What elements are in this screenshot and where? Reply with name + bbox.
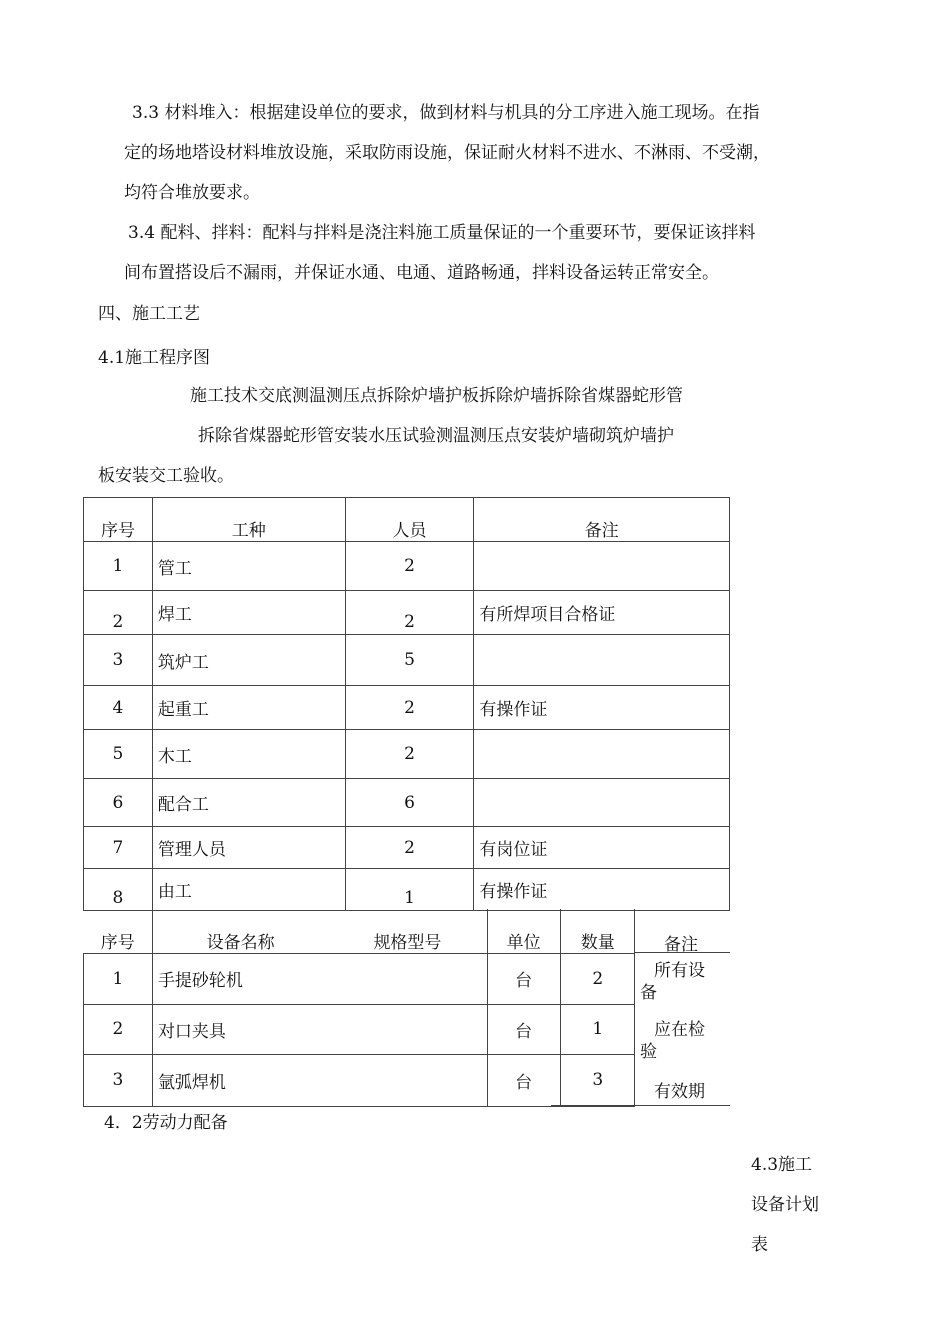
header-cell: 工种: [152, 498, 345, 542]
row-count: 2: [345, 542, 474, 591]
note-line: 验: [640, 1042, 657, 1062]
labor-table: [83, 497, 730, 911]
section-4-3-heading-line1: 4.3施工: [751, 1155, 813, 1175]
row-trade: 起重工: [152, 686, 345, 730]
row-qty: 1: [560, 1004, 635, 1054]
para-3-4-line1: 3.4 配料、拌料：配料与拌料是浇注料施工质量保证的一个重要环节，要保证该拌料: [128, 223, 756, 243]
note-line: 应在检: [654, 1020, 705, 1040]
flow-line-3: 板安装交工验收。: [98, 466, 234, 486]
note-line: 备: [640, 983, 657, 1003]
section-4-2-heading: 4．2劳动力配备: [104, 1113, 228, 1133]
row-note: [474, 635, 730, 686]
row-trade: 管工: [152, 542, 345, 591]
row-no: 3: [84, 1054, 153, 1106]
row-trade: 焊工: [152, 591, 345, 635]
table-row: [84, 1054, 636, 1106]
row-no: 6: [84, 779, 153, 827]
row-trade: 配合工: [152, 779, 345, 827]
row-note: 有所焊项目合格证: [474, 591, 730, 635]
row-no: 2: [84, 591, 153, 635]
header-cell: 备注: [474, 498, 730, 542]
equipment-note-header: 备注: [664, 935, 698, 955]
para-3-3-line3: 均符合堆放要求。: [124, 183, 260, 203]
note-bottom-rule: [551, 1105, 730, 1106]
note-line: 所有设: [654, 961, 705, 981]
row-count: 6: [345, 779, 474, 827]
table-row: [84, 686, 730, 730]
header-cell: 序号: [84, 909, 153, 953]
table-row: [84, 542, 730, 591]
row-trade: 木工: [152, 730, 345, 779]
flow-line-2: 拆除省煤器蛇形管安装水压试验测温测压点安装炉墙砌筑炉墙护: [198, 426, 674, 446]
row-note: 有操作证: [474, 869, 730, 911]
table-row: [84, 591, 730, 635]
row-no: 5: [84, 730, 153, 779]
row-trade: 由工: [152, 869, 345, 911]
labor-table-header: [84, 498, 730, 542]
note-column-divider: [634, 909, 635, 1105]
row-name: 氩弧焊机: [152, 1054, 487, 1106]
table-row: [84, 953, 636, 1004]
row-count: 5: [345, 635, 474, 686]
row-unit: 台: [487, 1054, 560, 1106]
row-trade: 管理人员: [152, 827, 345, 869]
para-3-3-line1: 3.3 材料堆入：根据建设单位的要求，做到材料与机具的分工序进入施工现场。在指: [132, 103, 760, 123]
row-no: 4: [84, 686, 153, 730]
row-no: 7: [84, 827, 153, 869]
row-no: 1: [84, 542, 153, 591]
row-count: 2: [345, 827, 474, 869]
row-note: [474, 542, 730, 591]
row-note: [474, 779, 730, 827]
equipment-table: [83, 909, 635, 1107]
table-row: [84, 827, 730, 869]
header-cell: 规格型号: [328, 909, 487, 953]
row-count: 2: [345, 591, 474, 635]
table-row: [84, 869, 730, 911]
header-cell: 人员: [345, 498, 474, 542]
row-no: 1: [84, 953, 153, 1004]
row-note: [474, 730, 730, 779]
equipment-note-cell: [636, 954, 730, 1104]
table-row: [84, 730, 730, 779]
row-count: 1: [345, 869, 474, 911]
section-4-heading: 四、施工工艺: [98, 304, 200, 324]
table-row: [84, 1004, 636, 1054]
row-no: 8: [84, 869, 153, 911]
row-name: 手提砂轮机: [152, 953, 487, 1004]
row-note: 有操作证: [474, 686, 730, 730]
equipment-table-header: [84, 909, 636, 953]
row-qty: 3: [560, 1054, 635, 1106]
row-note: 有岗位证: [474, 827, 730, 869]
table-row: [84, 779, 730, 827]
row-unit: 台: [487, 1004, 560, 1054]
para-3-4-line2: 间布置搭设后不漏雨，并保证水通、电通、道路畅通，拌料设备运转正常安全。: [124, 263, 719, 283]
header-cell: 设备名称: [206, 932, 275, 953]
row-trade: 筑炉工: [152, 635, 345, 686]
header-cell: 序号: [84, 498, 153, 542]
row-qty: 2: [560, 953, 635, 1004]
flow-line-1: 施工技术交底测温测压点拆除炉墙护板拆除炉墙拆除省煤器蛇形管: [190, 386, 683, 406]
row-count: 2: [345, 730, 474, 779]
note-line: 有效期: [654, 1082, 705, 1102]
para-3-3-line2: 定的场地塔设材料堆放设施，采取防雨设施，保证耐火材料不进水、不淋雨、不受潮，: [124, 143, 770, 163]
section-4-3-heading-line3: 表: [751, 1235, 768, 1255]
section-4-3-heading-line2: 设备计划: [751, 1195, 819, 1215]
row-count: 2: [345, 686, 474, 730]
header-cell: 单位: [487, 909, 560, 953]
row-name: 对口夹具: [152, 1004, 487, 1054]
section-4-1-heading: 4.1施工程序图: [98, 348, 211, 368]
table-row: [84, 635, 730, 686]
row-unit: 台: [487, 953, 560, 1004]
row-no: 2: [84, 1004, 153, 1054]
row-no: 3: [84, 635, 153, 686]
header-cell: 数量: [560, 909, 635, 953]
